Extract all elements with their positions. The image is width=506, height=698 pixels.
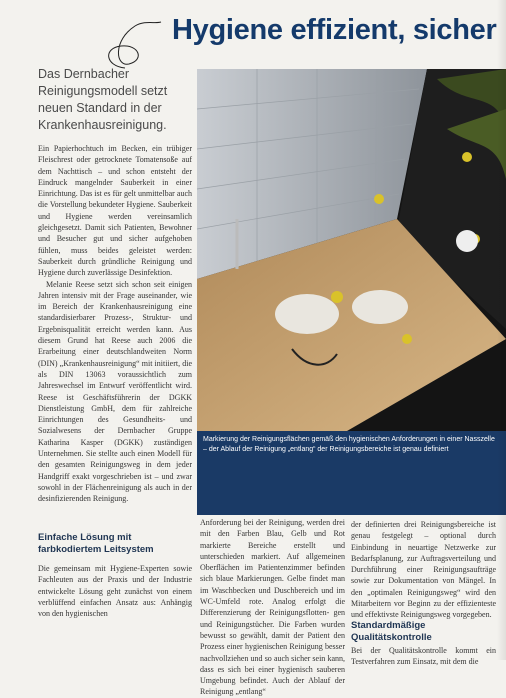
body-column-3-bottom: [351, 645, 496, 667]
paragraph: der definierten drei Reinigungsbereiche ist genau festgelegt – optional durch Einbindung in neuartige Netzwerke zur Bedarfsplanung, zur Auftragsverteilung und Durchführung einer Reinigungsaufträge sowie zur Dokumentation von Mängel. In den „optimalen Reinigungsweg“ wird den Mitarbeitern vor Beginn zu der effizienteste und effektivste Reinigungsweg vorgegeben.: [351, 520, 496, 620]
page-edge-shadow: [497, 0, 506, 660]
paragraph: Ein Papierhochtuch im Becken, ein trübiger Fleischrest oder getrocknete Tomatensoße auf dem Nachttisch – und schon entsteht der Eindruck mangelnder Sauberkeit in einer Einrichtung. Das ist es für gelt unmittelbar auch die Vorstellung bekundeter Hygiene. Sauberkeit und Hygiene werden vereinsamlich gleichgesetzt. Damit sich Patienten, Bewohner und Besucher gut und sicher aufgehoben fühlen, muss beides geleistet werden: Sauberkeit durch gründliche Reinigung und Hygiene durch zuverlässige Desinfektion.: [38, 144, 192, 278]
bathroom-photo: [197, 69, 506, 431]
body-column-2: [200, 517, 345, 697]
paragraph: Melanie Reese setzt sich schon seit einigen Jahren intensiv mit der Frage auseinander, wie im Bereich der Krankenhausreinigung eine standardisierbarer Prozess-, Struktur- und Ergebnisqualität erreicht werden kann. Aus diesem Grund hat Reese auch 2006 die Erarbeitung einer deutschlandweiten Norm (DIN) „Krankenhausreinigung“ mit initiiert, die als DIN 13063 voraussichtlich zum Jahreswechsel im Entwurf veröffentlicht wird. Reese ist Geschäftsführerin der DGKK Dienstleistung GmbH, dem für zahlreiche Einrichtungen des Gesundheits- und Sozialwesens der Dernbacher Gruppe Katharina Kasper (DGKK) zuständigen Unternehmen. Sie stellte auch einen Modell für den gesamten Reinigungsweg in dem jeder Handgriff exakt vorgeschrieben ist – und zwar sowohl in der Flächenreinigung als auch in der desinfizierenden Reinigung.: [38, 279, 192, 504]
body-column-1: [38, 143, 192, 530]
paragraph: Anforderung bei der Reinigung, werden drei mit den Farben Blau, Gelb und Rot markierte Bereiche erstellt und unterschieden markiert. Auf allgemeinen Oberflächen im Patientenzimmer befinden sich blaue Markierungen. Gelbe findet man im Waschbecken und Duschbereich und im WC-Umfeld rote. Analog erfolgt die Differenzierung der Reinigungsflotten- gen und Reinigungstücher. Die Farben wurden bewusst so gewählt, damit der Patient den Prozess einer hygienischen Reinigung besser nachvollziehen und so auch sicher sein kann, dass es sich bei einer hygienisch sauberen Umgebung befindet. Auch der Ablauf der Reinigung „entlang“: [200, 518, 345, 697]
paragraph: Die gemeinsam mit Hygiene-Experten sowie Fachleuten aus der Praxis und der Industrie entwickelte Lösung geht zunächst von einem verblüffend einfachen Ansatz aus: Anhängig von den hygienischen: [38, 564, 192, 619]
paragraph: Bei der Qualitätskontrolle kommt ein Testverfahren zum Einsatz, mit dem die: [351, 646, 496, 667]
decorative-swirl-icon: [95, 20, 165, 72]
body-column-1-bottom: [38, 563, 192, 660]
article-intro: Das Dernbacher Reinigungsmodell setzt neuen Standard in der Krankenhausreinigung.: [38, 67, 168, 132]
subheading-leitsystem: Einfache Lösung mit farbkodiertem Leitsystem: [38, 532, 154, 555]
subheading-qualitaetskontrolle: Standardmäßige Qualitätskontrolle: [351, 620, 432, 643]
article-headline: Hygiene effizient, sicher: [172, 14, 497, 46]
body-column-3: [351, 519, 496, 619]
photo-caption: Markierung der Reinigungsflächen gemäß den hygienischen Anforderungen in einer Nasszelle – der Ablauf der Reinigung „entlang“ der Reinigungsbereiche ist genau definiert: [197, 431, 506, 515]
